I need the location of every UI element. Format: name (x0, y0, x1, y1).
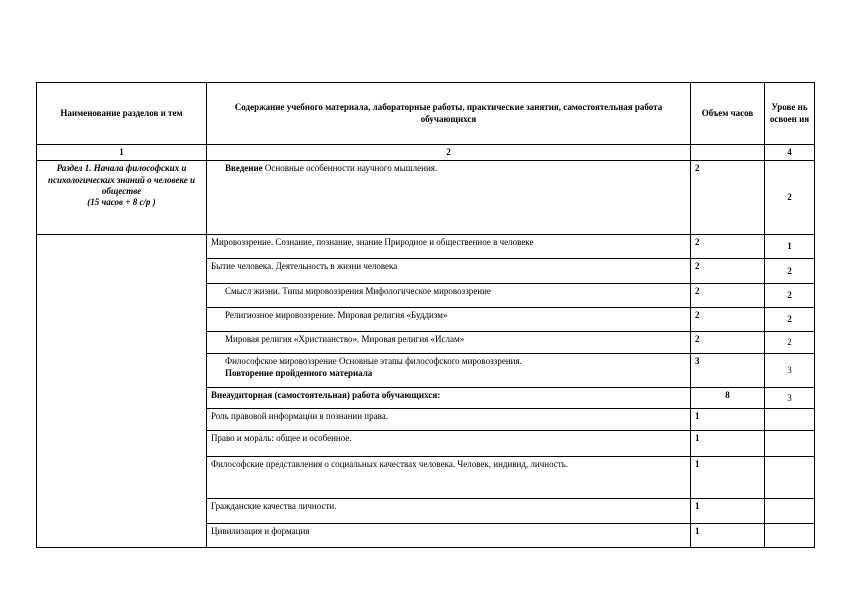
level-cell: 2 (765, 308, 815, 332)
level-cell (765, 457, 815, 499)
column-number: 2 (207, 145, 691, 161)
column-number (691, 145, 765, 161)
level-cell: 3 (765, 388, 815, 409)
level-cell (765, 431, 815, 457)
hours-cell: 8 (691, 388, 765, 409)
hours-cell: 2 (691, 259, 765, 284)
level-cell: 2 (765, 161, 815, 235)
header-row (37, 83, 815, 145)
content-cell: Мировая религия «Христианство». Мировая религия «Ислам» (207, 332, 691, 354)
column-number: 4 (765, 145, 815, 161)
content-text: Философское мировоззрение Основные этапы философского мировоззрения. (225, 356, 522, 367)
table-row (37, 235, 815, 259)
content-cell: Религиозное мировоззрение. Мировая религия «Буддизм» (207, 308, 691, 332)
section-hours-note: (15 часов + 8 с/р ) (87, 197, 156, 207)
content-cell (207, 354, 691, 388)
hours-cell: 1 (691, 457, 765, 499)
hours-cell: 2 (691, 161, 765, 235)
header-hours: Объем часов (691, 83, 765, 145)
empty-section-cell (37, 235, 207, 548)
level-cell: 2 (765, 332, 815, 354)
header-content: Содержание учебного материала, лабораторные работы, практические занятия, самостоятельная работа обучающихся (207, 83, 691, 145)
content-cell: Право и мораль: общее и особенное. (207, 431, 691, 457)
level-cell (765, 524, 815, 548)
review-text: Повторение пройденного материала (225, 367, 373, 378)
column-number: 1 (37, 145, 207, 161)
level-cell (765, 499, 815, 524)
level-cell: 1 (765, 235, 815, 259)
content-cell: Смысл жизни. Типы мировоззрения Мифологическое мировоззрение (207, 284, 691, 308)
level-cell: 2 (765, 259, 815, 284)
curriculum-table (36, 82, 815, 548)
content-cell: Философские представления о социальных качествах человека. Человек, индивид, личность. (207, 457, 691, 499)
hours-cell: 1 (691, 524, 765, 548)
content-cell: Цивилизация и формация (207, 524, 691, 548)
intro-label: Введение (225, 163, 263, 174)
hours-cell: 1 (691, 499, 765, 524)
section-title-cell (37, 161, 207, 235)
hours-cell: 2 (691, 235, 765, 259)
table-row (37, 161, 815, 235)
content-text: Основные особенности научного мышления. (262, 163, 438, 174)
content-cell: Гражданские качества личности. (207, 499, 691, 524)
header-level: Урове нь освоен ия (765, 83, 815, 145)
hours-cell: 1 (691, 409, 765, 431)
level-cell: 3 (765, 354, 815, 388)
hours-cell: 1 (691, 431, 765, 457)
content-cell: Бытие человека. Деятельность в жизни человека (207, 259, 691, 284)
level-cell (765, 409, 815, 431)
header-sections: Наименование разделов и тем (37, 83, 207, 145)
level-cell: 2 (765, 284, 815, 308)
content-cell: Мировоззрение. Сознание, познание, знание Природное и общественное в человеке (207, 235, 691, 259)
content-cell: Роль правовой информации в познании права. (207, 409, 691, 431)
hours-cell: 3 (691, 354, 765, 388)
independent-work-title: Внеаудиторная (самостоятельная) работа обучающихся: (207, 388, 691, 409)
content-cell (207, 161, 691, 235)
section-title: Раздел 1. Начала философских и психологических знаний о человеке и обществе (48, 163, 195, 196)
hours-cell: 2 (691, 284, 765, 308)
hours-cell: 2 (691, 308, 765, 332)
hours-cell: 2 (691, 332, 765, 354)
column-number-row (37, 145, 815, 161)
